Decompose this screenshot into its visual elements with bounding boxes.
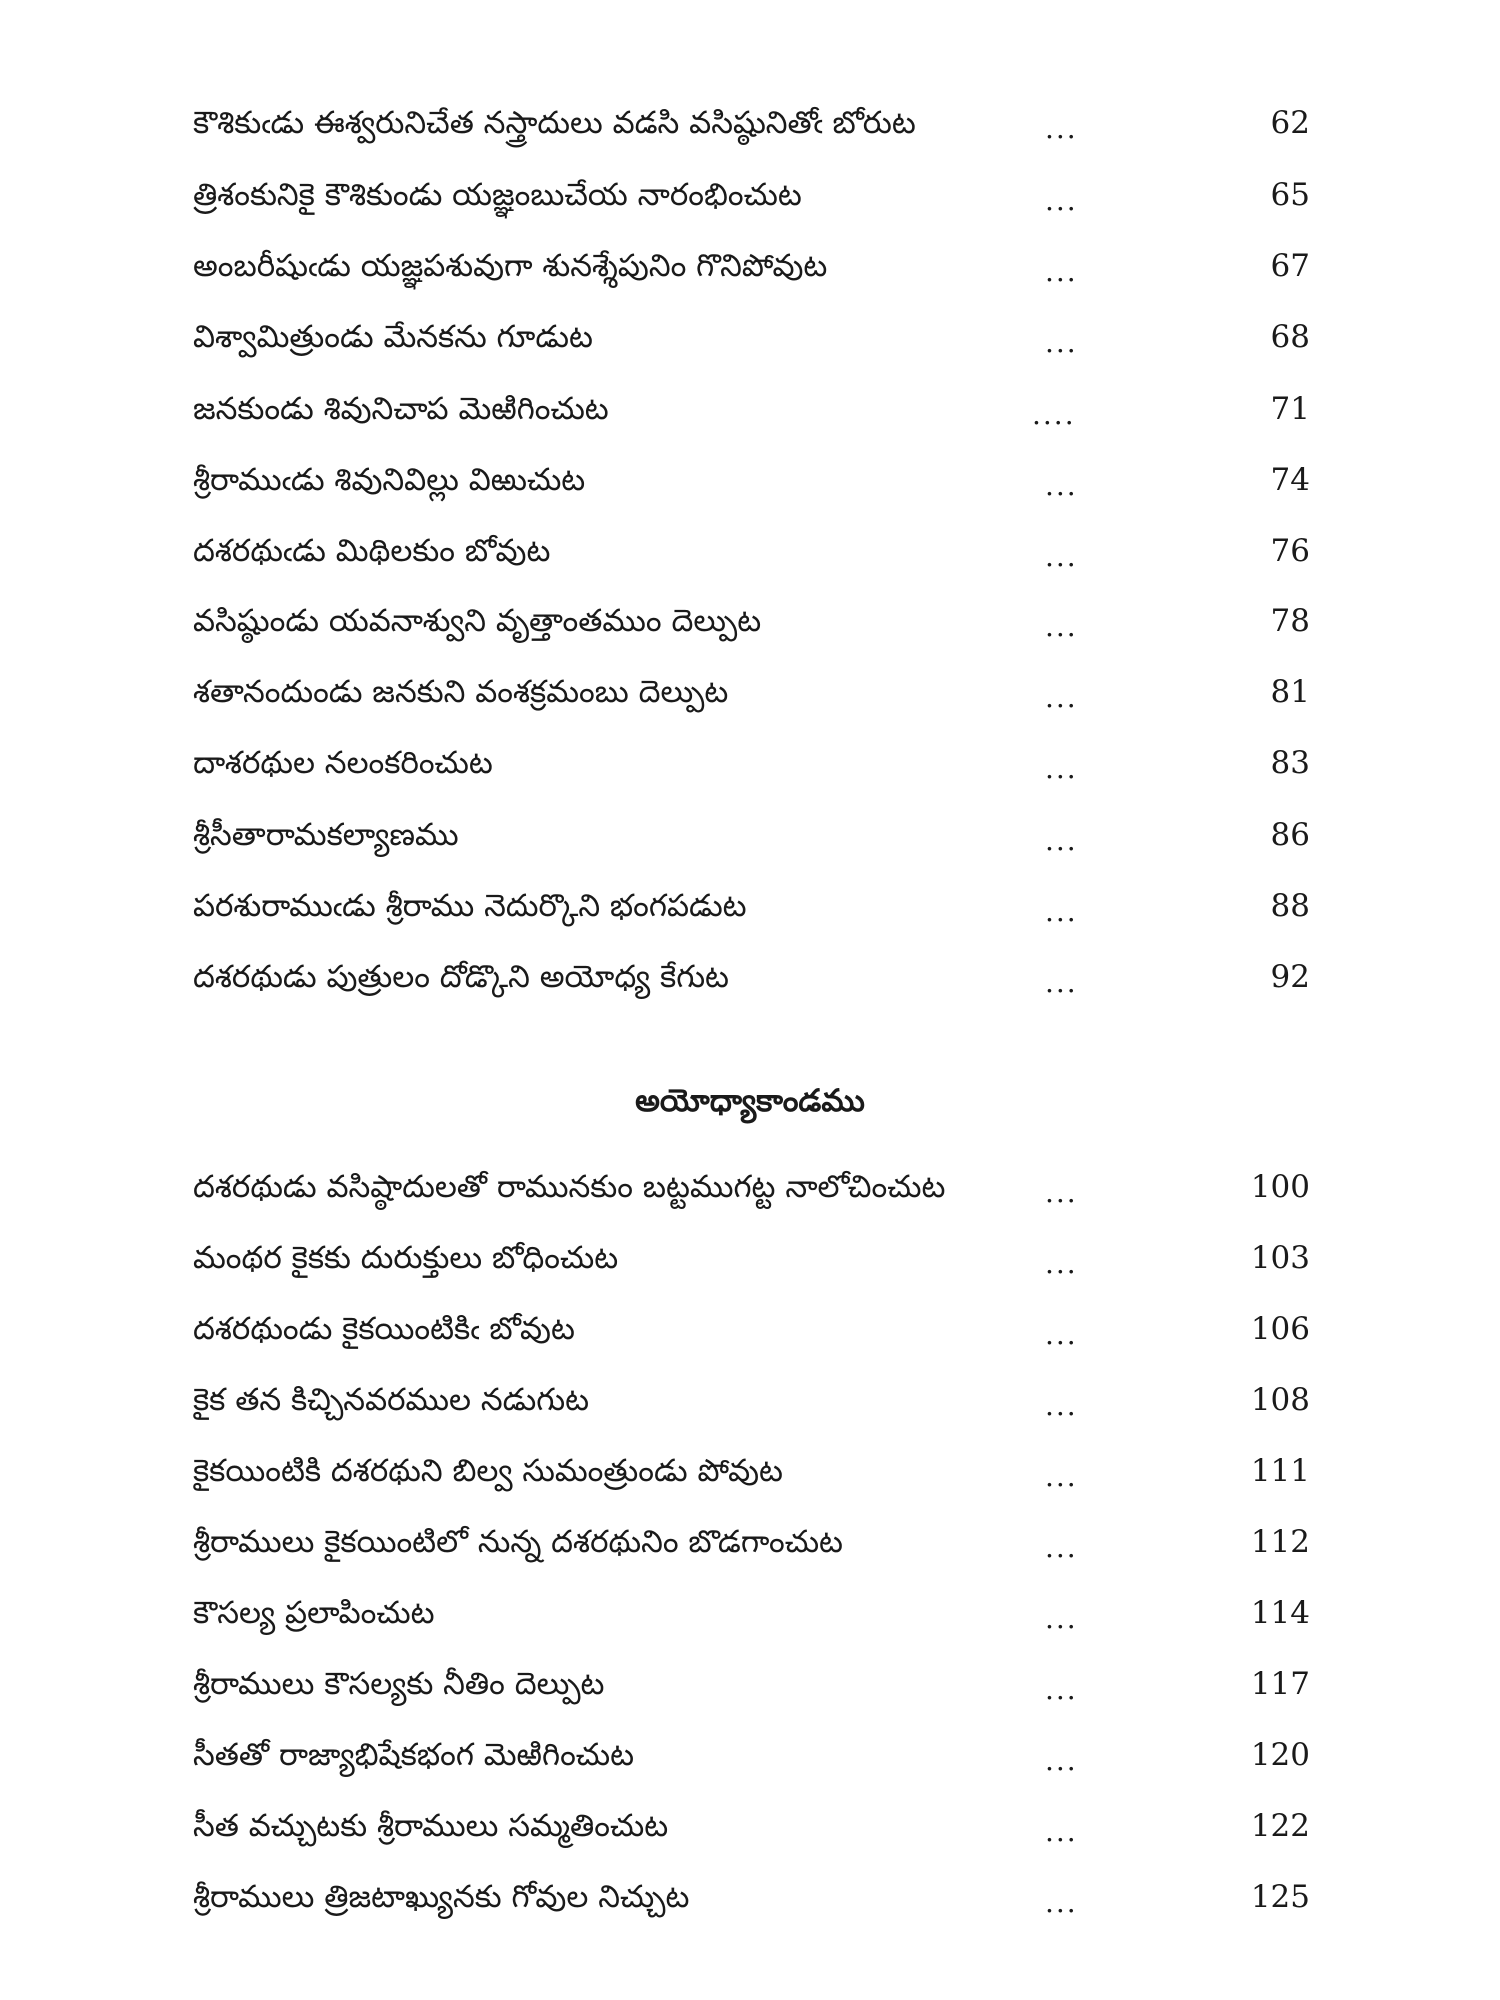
toc-entry-leader: ... [1045,1460,1078,1493]
toc-entry [0,526,1500,576]
toc-entry-page: 106 [1250,1311,1310,1347]
toc-entry [0,1588,1500,1638]
toc-entry-leader: ... [1045,326,1078,359]
toc-entry-title: విశ్వామిత్రుండు మేనకను గూడుట [193,319,593,355]
toc-entry [0,98,1500,148]
toc-entry-page: 88 [1270,888,1310,924]
toc-entry [0,1162,1500,1212]
toc-entry-title: జనకుండు శివునిచాప మెఱిగించుట [193,391,609,427]
toc-entry [0,738,1500,788]
toc-entry-leader: ... [1045,895,1078,928]
toc-entry-title: కౌసల్య ప్రలాపించుట [193,1595,435,1631]
toc-entry-leader: ... [1045,610,1078,643]
toc-entry-leader: ... [1045,681,1078,714]
toc-entry [0,241,1500,291]
toc-entry-leader: ... [1045,1886,1078,1919]
toc-entry-leader: ... [1045,255,1078,288]
toc-entry-page: 62 [1270,105,1310,141]
toc-entry-title: దశరథుఁడు మిథిలకుం బోవుట [193,533,551,569]
toc-entry-page: 65 [1270,177,1310,213]
toc-entry-page: 68 [1270,319,1310,355]
toc-entry-title: త్రిశంకునికై కౌశికుండు యజ్ఞంబుచేయ నారంభించుట [193,177,802,213]
toc-entry-page: 83 [1270,745,1310,781]
toc-entry [0,170,1500,220]
toc-entry-leader: .... [1032,398,1076,431]
toc-entry-title: శ్రీరాములు త్రిజటాఖ్యునకు గోవుల నిచ్చుట [193,1879,690,1915]
toc-entry-leader: ... [1045,1673,1078,1706]
toc-entry [0,1659,1500,1709]
toc-entry-page: 76 [1270,533,1310,569]
toc-entry-title: దాశరథుల నలంకరించుట [193,745,493,781]
toc-entry-leader: ... [1045,469,1078,502]
toc-entry-page: 108 [1250,1382,1310,1418]
toc-entry [0,1730,1500,1780]
toc-entry-leader: ... [1045,1531,1078,1564]
toc-entry-page: 67 [1270,248,1310,284]
toc-entry-leader: ... [1045,1815,1078,1848]
toc-entry [0,1375,1500,1425]
toc-entry-leader: ... [1045,1318,1078,1351]
toc-entry [0,1233,1500,1283]
toc-entry [0,455,1500,505]
toc-entry-page: 103 [1250,1240,1310,1276]
toc-entry [0,1446,1500,1496]
toc-entry-title: వసిష్ఠుండు యవనాశ్వుని వృత్తాంతముం దెల్పుట [193,603,762,639]
toc-entry-title: దశరథుడు పుత్రులం దోడ్కొని అయోధ్య కేగుట [193,959,729,995]
toc-entry-leader: ... [1045,966,1078,999]
toc-entry [0,1304,1500,1354]
toc-entry-leader: ... [1045,112,1078,145]
toc-entry [0,667,1500,717]
toc-entry [0,1517,1500,1567]
toc-entry-title: శ్రీరాములు కైకయింటిలో నున్న దశరథునిం బొడగాంచుట [193,1524,843,1560]
toc-entry [0,881,1500,931]
toc-entry-title: దశరథుండు కైకయింటికిఁ బోవుట [193,1311,575,1347]
toc-entry [0,1872,1500,1922]
toc-entry-leader: ... [1045,752,1078,785]
toc-entry-page: 111 [1250,1453,1310,1489]
toc-entry [0,810,1500,860]
toc-entry-title: శతానందుండు జనకుని వంశక్రమంబు దెల్పుట [193,674,729,710]
toc-entry-page: 78 [1270,603,1310,639]
toc-entry-page: 120 [1250,1737,1310,1773]
toc-entry-title: శ్రీరాముఁడు శివునివిల్లు విఱుచుట [193,462,586,498]
toc-entry-page: 92 [1270,959,1310,995]
toc-entry-leader: ... [1045,1744,1078,1777]
toc-entry-leader: ... [1045,1176,1078,1209]
toc-entry-title: శ్రీసీతారామకల్యాణము [193,817,459,853]
toc-entry-title: సీతతో రాజ్యాభిషేకభంగ మెఱిగించుట [193,1737,635,1773]
toc-entry [0,1801,1500,1851]
toc-entry-title: పరశురాముఁడు శ్రీరాము నెదుర్కొని భంగపడుట [193,888,747,924]
toc-entry-leader: ... [1045,1389,1078,1422]
toc-entry-page: 74 [1270,462,1310,498]
toc-entry [0,596,1500,646]
toc-entry-title: కైక తన కిచ్చినవరముల నడుగుట [193,1382,590,1418]
toc-entry-page: 112 [1250,1524,1310,1560]
toc-entry-leader: ... [1045,824,1078,857]
toc-entry-page: 86 [1270,817,1310,853]
toc-entry-page: 122 [1250,1808,1310,1844]
toc-entry-leader: ... [1045,1602,1078,1635]
toc-entry-title: అంబరీషుఁడు యజ్ఞపశువుగా శునశ్శేపునిం గొనిపోవుట [193,248,828,284]
toc-entry-page: 71 [1270,391,1310,427]
toc-entry-title: మంథర కైకకు దురుక్తులు బోధించుట [193,1240,619,1276]
toc-entry-leader: ... [1045,1247,1078,1280]
toc-entry [0,952,1500,1002]
toc-entry-page: 81 [1270,674,1310,710]
toc-entry-title: శ్రీరాములు కౌసల్యకు నీతిం దెల్పుట [193,1666,605,1702]
toc-entry-title: దశరథుడు వసిష్ఠాదులతో రామునకుం బట్టముగట్ట నాలోచించుట [193,1169,946,1205]
toc-entry-title: కైకయింటికి దశరథుని బిల్వ సుమంత్రుండు పోవుట [193,1453,783,1489]
toc-entry-title: సీత వచ్చుటకు శ్రీరాములు సమ్మతించుట [193,1808,669,1844]
toc-entry-page: 114 [1250,1595,1310,1631]
toc-entry-page: 125 [1250,1879,1310,1915]
toc-entry-title: కౌశికుఁడు ఈశ్వరునిచేత నస్త్రాదులు వడసి వసిష్ఠునితోఁ బోరుట [193,105,916,141]
toc-entry-leader: ... [1045,184,1078,217]
toc-entry [0,384,1500,434]
toc-entry-page: 100 [1250,1169,1310,1205]
toc-entry [0,312,1500,362]
section-heading: అయోధ్యాకాండము [635,1083,865,1119]
toc-entry-leader: ... [1045,540,1078,573]
toc-entry-page: 117 [1250,1666,1310,1702]
